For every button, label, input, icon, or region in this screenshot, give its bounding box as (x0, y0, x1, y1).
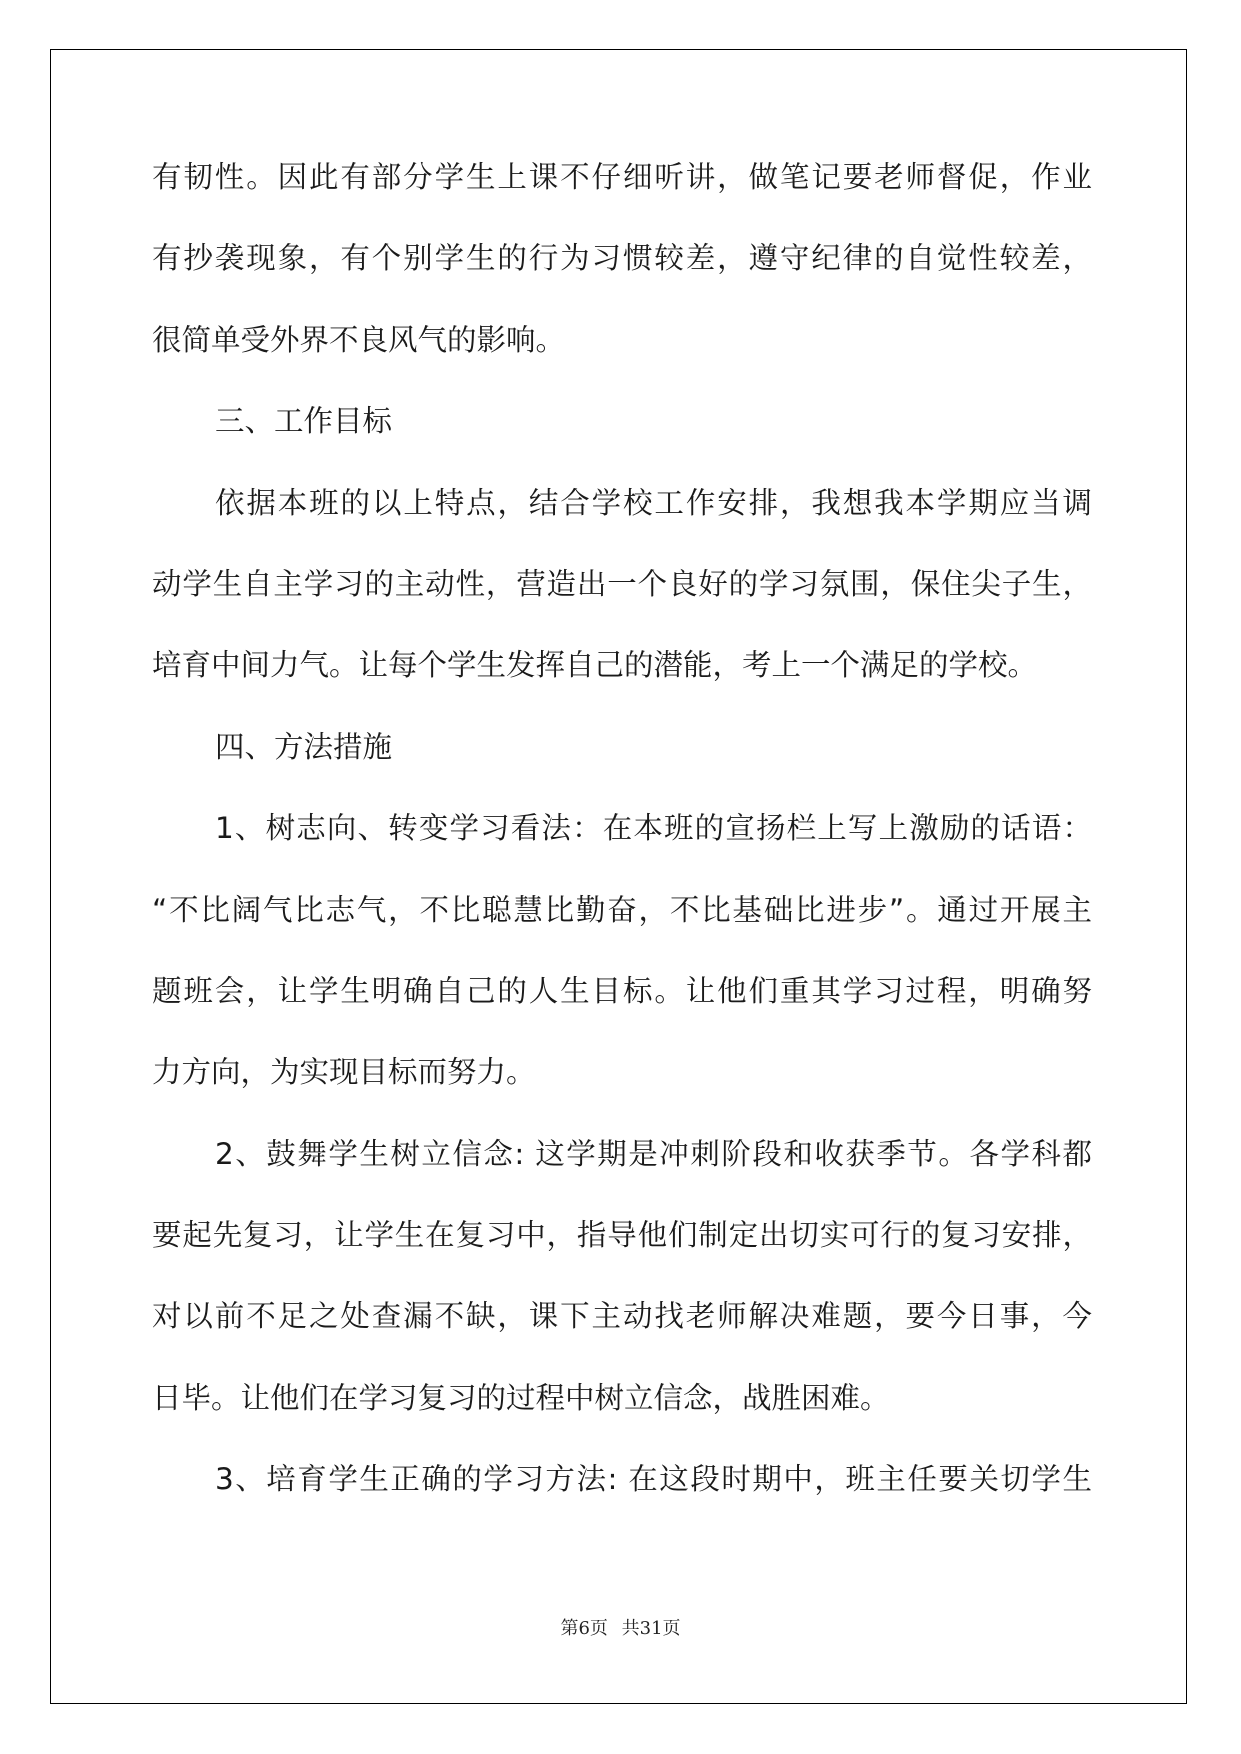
text-line (152, 322, 1092, 403)
text-line-content: 三、工作目标 (215, 404, 393, 439)
document-body (152, 159, 1092, 1543)
text-line (152, 1298, 1092, 1379)
text-line-content: 日毕。让他们在学习复习的过程中树立信念，战胜困难。 (152, 1380, 890, 1415)
text-line (152, 566, 1092, 647)
text-line-content: 2、鼓舞学生树立信念: 这学期是冲刺阶段和收获季节。各学科都 (215, 1136, 1092, 1171)
text-line-content: 3、培育学生正确的学习方法: 在这段时期中，班主任要关切学生 (215, 1462, 1092, 1497)
text-line (152, 647, 1092, 728)
text-line (152, 729, 1092, 810)
text-line (152, 892, 1092, 973)
text-line (152, 810, 1092, 891)
text-line (152, 1380, 1092, 1461)
text-line (152, 1461, 1092, 1542)
text-line-content: “不比阔气比志气，不比聪慧比勤奋，不比基础比进步”。通过开展主 (152, 892, 1092, 927)
text-line (152, 973, 1092, 1054)
text-line-content: 培育中间力气。让每个学生发挥自己的潜能，考上一个满足的学校。 (152, 648, 1038, 683)
text-line-content: 很简单受外界不良风气的影响。 (152, 322, 566, 357)
text-line-content: 依据本班的以上特点，结合学校工作安排，我想我本学期应当调 (215, 485, 1092, 520)
text-line-content: 四、方法措施 (215, 729, 393, 764)
text-line (152, 485, 1092, 566)
page-number: 第6页 (560, 1618, 608, 1639)
page-footer (0, 1614, 1241, 1640)
text-line (152, 1217, 1092, 1298)
text-line-content: 要起先复习，让学生在复习中，指导他们制定出切实可行的复习安排， (152, 1218, 1092, 1253)
text-line-content: 1、树志向、转变学习看法：在本班的宣扬栏上写上激励的话语： (215, 811, 1092, 846)
text-line-content: 题班会，让学生明确自己的人生目标。让他们重其学习过程，明确努 (152, 973, 1092, 1008)
text-line (152, 159, 1092, 240)
total-pages: 共31页 (621, 1618, 681, 1639)
text-line-content: 对以前不足之处查漏不缺，课下主动找老师解决难题，要今日事，今 (152, 1299, 1092, 1334)
text-line (152, 403, 1092, 484)
text-line (152, 1136, 1092, 1217)
text-line-content: 力方向，为实现目标而努力。 (152, 1055, 536, 1090)
text-line-content: 有韧性。因此有部分学生上课不仔细听讲，做笔记要老师督促，作业 (152, 160, 1092, 194)
text-line-content: 有抄袭现象，有个别学生的行为习惯较差，遵守纪律的自觉性较差， (152, 241, 1092, 276)
text-line (152, 1054, 1092, 1135)
text-line-content: 动学生自主学习的主动性，营造出一个良好的学习氛围，保住尖子生， (152, 566, 1092, 601)
text-line (152, 240, 1092, 321)
